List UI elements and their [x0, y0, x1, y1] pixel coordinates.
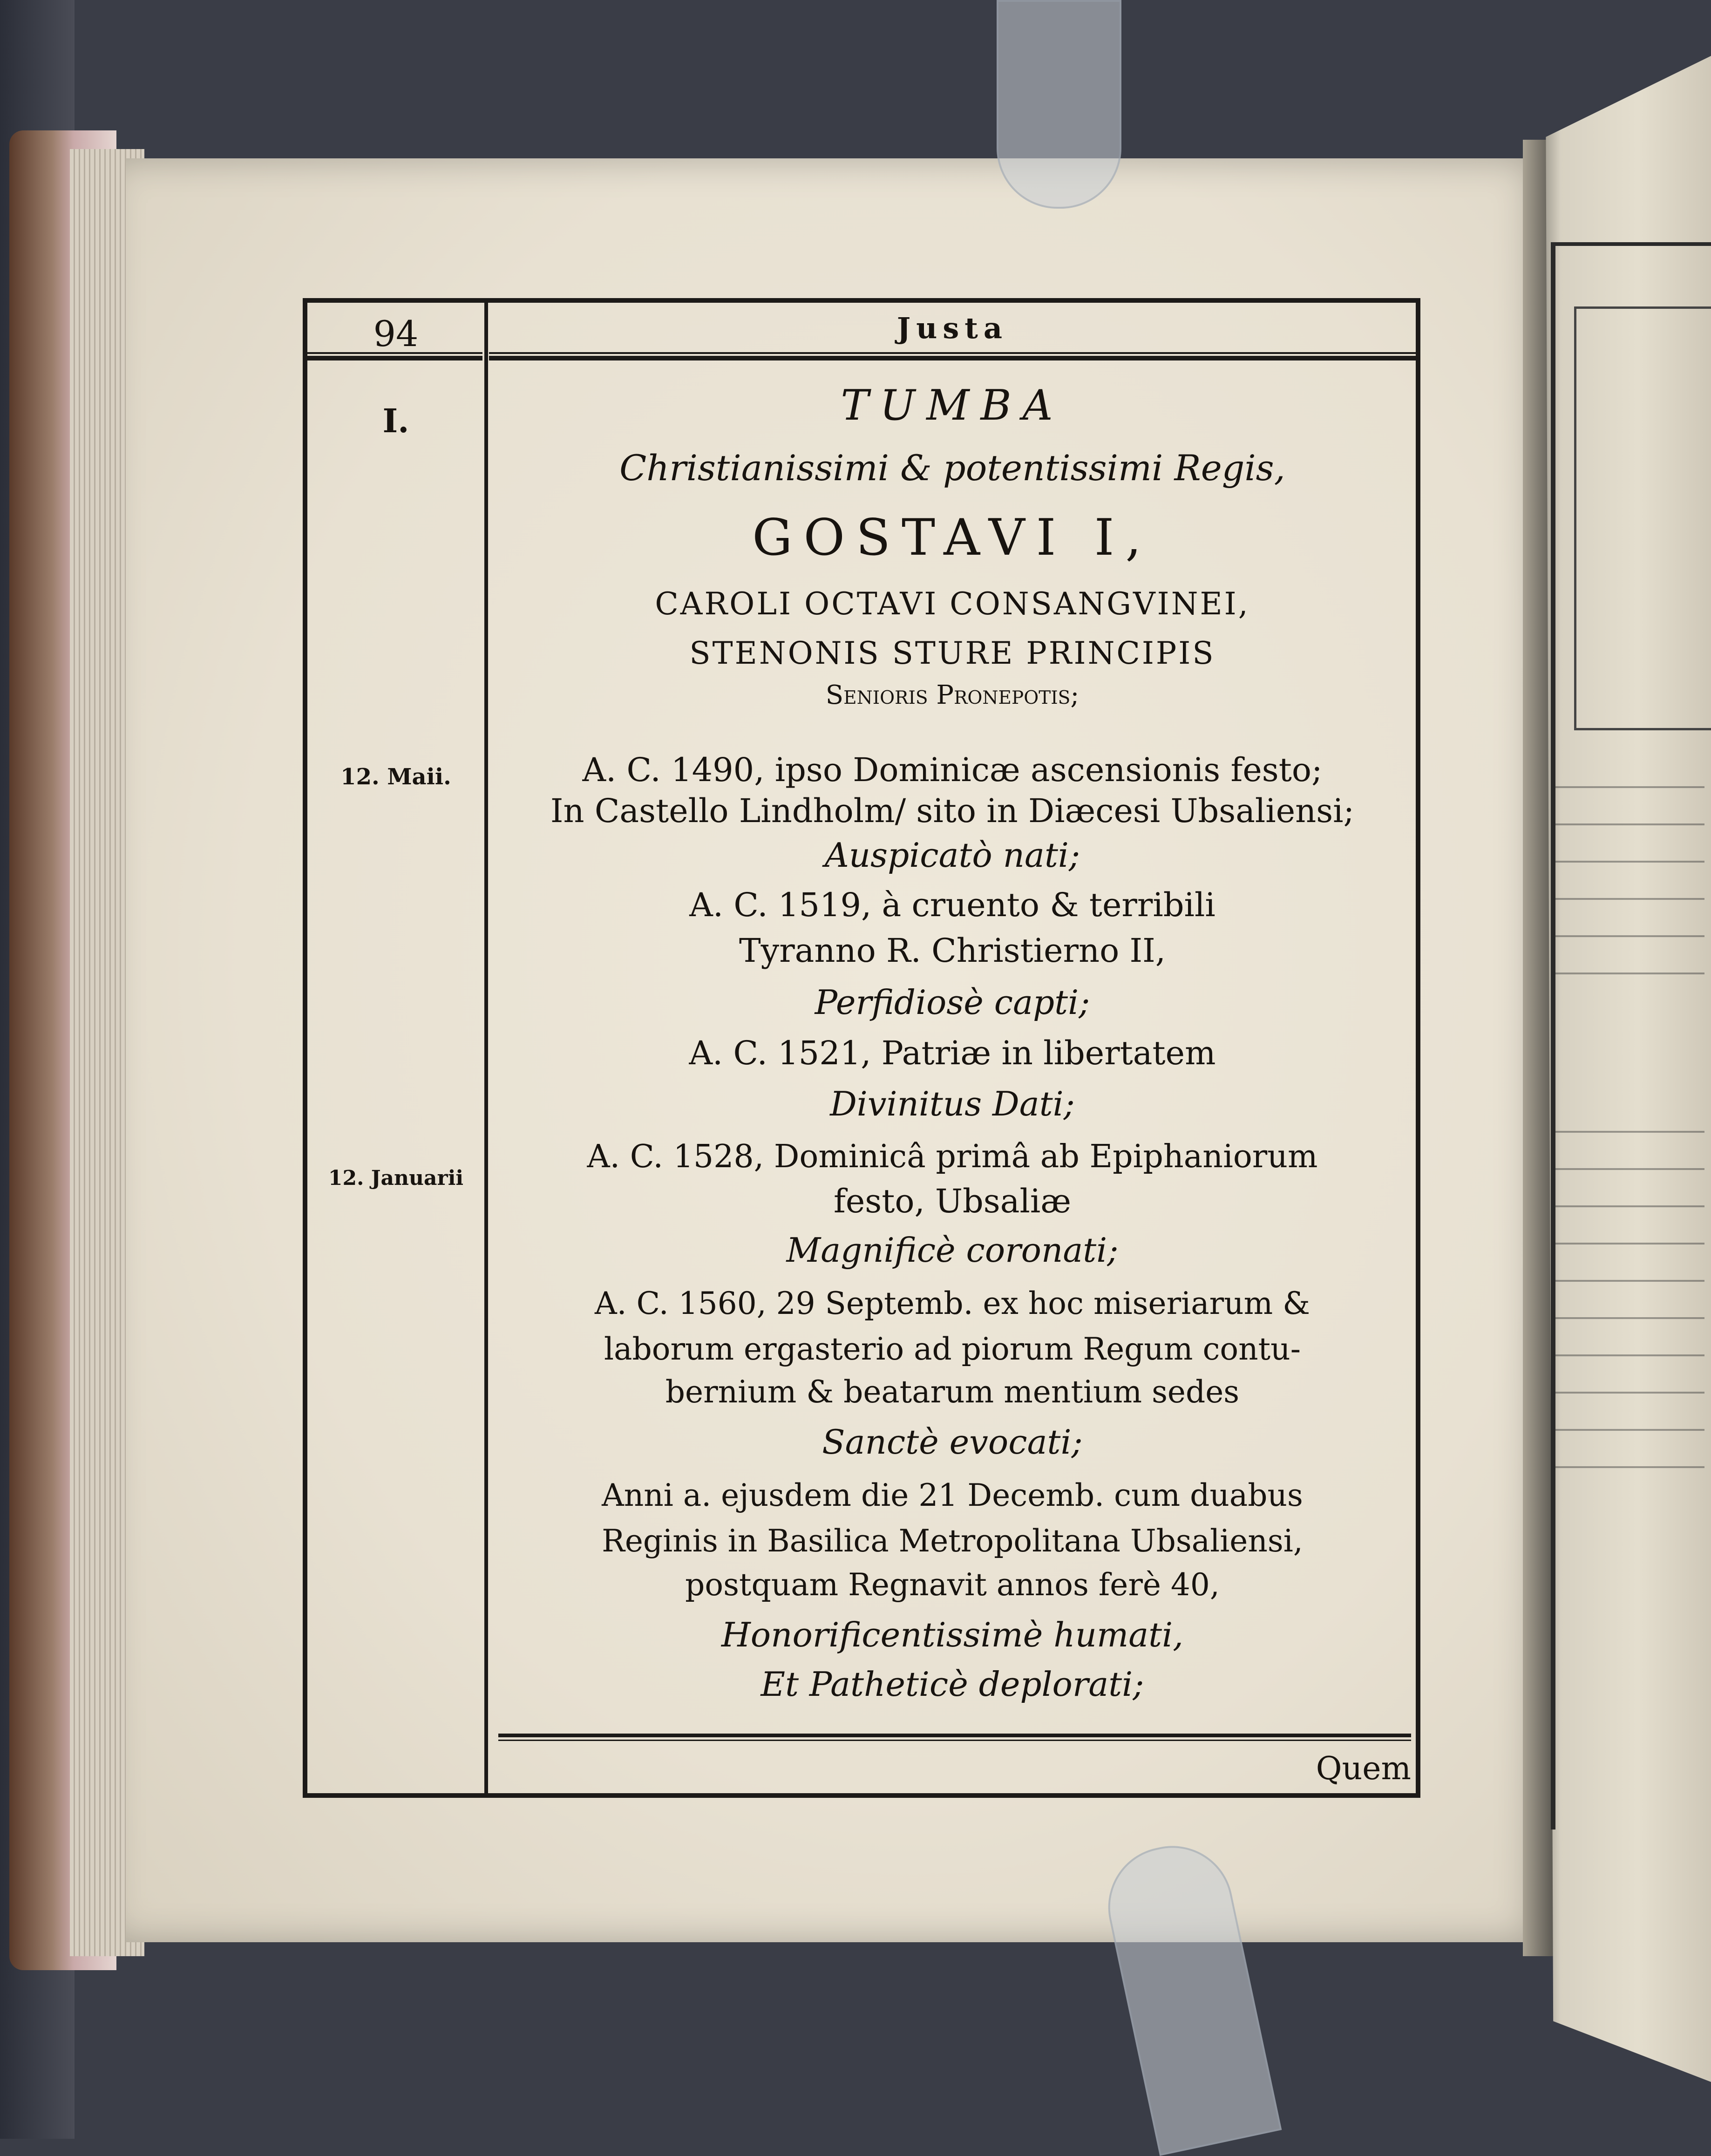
text-line: In Castello Lindholm/ sito in Diæcesi Ubsaliensi; — [550, 792, 1355, 830]
facing-page-text-line — [1555, 898, 1704, 900]
header-rule-main — [489, 352, 1416, 360]
text-line: A. C. 1528, Dominicâ primâ ab Epiphaniorum — [587, 1138, 1318, 1175]
catchword: Quem — [1316, 1750, 1411, 1787]
title: TUMBA — [841, 381, 1064, 430]
facing-page-box — [1574, 306, 1711, 730]
facing-page-text-line — [1555, 823, 1704, 825]
text-line: Anni a. ejusdem die 21 Decemb. cum duabus — [602, 1477, 1303, 1513]
margin-note-date: 12. Januarii — [328, 1166, 464, 1190]
facing-page-text-line — [1555, 935, 1704, 937]
facing-page-text-line — [1555, 1243, 1704, 1245]
text-line: Tyranno R. Christierno II, — [739, 932, 1166, 970]
facing-page-frame — [1551, 242, 1711, 1830]
heading-name: GOSTAVI I, — [752, 509, 1153, 567]
text-line: postquam Regnavit annos ferè 40, — [685, 1567, 1220, 1603]
text-line: Magnificè coronati; — [786, 1231, 1119, 1270]
text-line: A. C. 1490, ipso Dominicæ ascensionis festo; — [582, 751, 1323, 789]
text-line: A. C. 1519, à cruento & terribili — [689, 886, 1215, 924]
text-line: CAROLI OCTAVI CONSANGVINEI, — [655, 586, 1250, 622]
page-number: 94 — [373, 313, 419, 354]
facing-page-text-line — [1555, 861, 1704, 863]
text-line: Perfidiosè capti; — [815, 983, 1090, 1022]
facing-page-text-line — [1555, 1466, 1704, 1468]
running-head: Justa — [896, 311, 1008, 345]
facing-page-text-line — [1555, 1392, 1704, 1394]
margin-column-divider — [484, 303, 488, 1793]
text-line: Divinitus Dati; — [830, 1084, 1075, 1123]
text-line: STENONIS STURE PRINCIPIS — [689, 635, 1215, 671]
facing-page-text-line — [1555, 1429, 1704, 1431]
text-line: A. C. 1521, Patriæ in libertatem — [689, 1034, 1216, 1072]
text-line: Senioris Pronepotis; — [825, 680, 1080, 710]
facing-page-text-line — [1555, 786, 1704, 788]
footer-rule — [498, 1734, 1411, 1741]
text-line: laborum ergasterio ad piorum Regum contu- — [604, 1331, 1301, 1367]
margin-note-numeral: I. — [382, 401, 409, 440]
text-line: Reginis in Basilica Metropolitana Ubsaliensi, — [602, 1523, 1303, 1559]
text-line: Auspicatò nati; — [824, 836, 1080, 875]
facing-page-text-line — [1555, 1317, 1704, 1319]
facing-page-text-line — [1555, 973, 1704, 974]
text-line: Sanctè evocati; — [822, 1422, 1083, 1462]
facing-page-text-line — [1555, 1354, 1704, 1356]
text-line: bernium & beatarum mentium sedes — [665, 1374, 1240, 1410]
facing-page-text-line — [1555, 1280, 1704, 1282]
text-line: festo, Ubsaliæ — [833, 1182, 1072, 1220]
text-line: Christianissimi & potentissimi Regis, — [619, 447, 1285, 489]
page-clip-top — [997, 0, 1121, 209]
margin-note-date: 12. Maii. — [340, 764, 451, 790]
facing-page-text-line — [1555, 1131, 1704, 1133]
text-line: A. C. 1560, 29 Septemb. ex hoc miseriarum & — [595, 1285, 1310, 1321]
facing-page-text-line — [1555, 1168, 1704, 1170]
text-line: Honorificentissimè humati, — [721, 1615, 1184, 1654]
facing-page-text-line — [1555, 1205, 1704, 1207]
text-line: Et Patheticè deplorati; — [760, 1665, 1144, 1704]
